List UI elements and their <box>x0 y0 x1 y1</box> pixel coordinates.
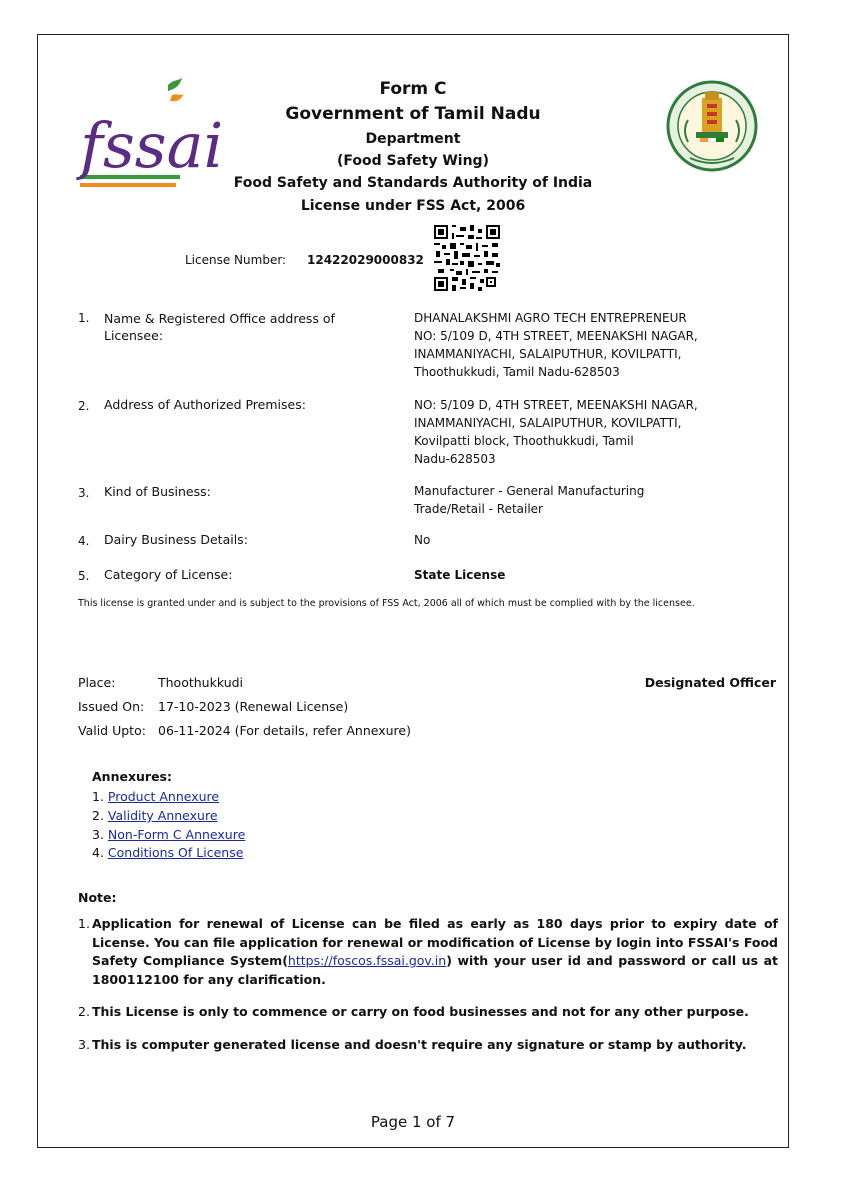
note-1 <box>78 915 778 989</box>
note-3 <box>78 1036 778 1055</box>
government-title: Government of Tamil Nadu <box>285 104 541 124</box>
qr-code-icon <box>434 225 500 291</box>
note-number: 2. <box>78 1004 90 1019</box>
valid-upto-label: Valid Upto: <box>78 723 146 738</box>
row-2-value <box>414 396 734 468</box>
form-title: Form C <box>379 79 447 99</box>
note-title: Note: <box>78 890 117 905</box>
annexure-number: 2. <box>92 808 104 823</box>
row-5-label: Category of License: <box>104 567 233 582</box>
note-2-text: This License is only to commence or carry on food businesses and not for any other purpose. <box>92 1004 749 1019</box>
annexure-number: 4. <box>92 845 104 860</box>
annexure-number: 1. <box>92 789 104 804</box>
license-number-label: License Number: <box>185 253 287 267</box>
wing-title: (Food Safety Wing) <box>337 153 489 169</box>
note-1-text-start: Application for renewal of License can be filed as early as 180 days prior to expiry date of License. You can file application for renewal or modification of License by login into FSSAI's Food Safety Compliance System( <box>92 916 778 968</box>
row-1-value-line: Thoothukkudi, Tamil Nadu-628503 <box>414 365 620 379</box>
issued-on-label: Issued On: <box>78 699 145 714</box>
conditions-of-license-link[interactable]: Conditions Of License <box>107 845 244 860</box>
department-title: Department <box>365 131 461 147</box>
act-title: License under FSS Act, 2006 <box>300 198 526 214</box>
issued-on-value: 17-10-2023 (Renewal License) <box>158 699 349 714</box>
note-number: 3. <box>78 1037 90 1052</box>
annexures-title: Annexures: <box>92 769 172 784</box>
row-5-number: 5. <box>78 569 90 583</box>
designated-officer-label: Designated Officer <box>644 675 776 690</box>
row-2-value-line: INAMMANIYACHI, SALAIPUTHUR, KOVILPATTI, <box>414 416 682 430</box>
note-1-text <box>92 915 778 989</box>
annexure-item <box>92 845 243 860</box>
row-4-label: Dairy Business Details: <box>104 532 248 547</box>
product-annexure-link[interactable]: Product Annexure <box>107 789 220 804</box>
annexure-item <box>92 827 245 842</box>
row-1-value <box>414 309 734 381</box>
row-2-value-line: Kovilpatti block, Thoothukkudi, Tamil <box>414 434 634 448</box>
row-2-label: Address of Authorized Premises: <box>104 397 306 412</box>
validity-annexure-link[interactable]: Validity Annexure <box>107 808 218 823</box>
license-number-value: 12422029000832 <box>307 253 424 267</box>
row-4-number: 4. <box>78 534 90 548</box>
annexure-number: 3. <box>92 827 104 842</box>
row-3-number: 3. <box>78 486 90 500</box>
page-number: Page 1 of 7 <box>370 1113 456 1131</box>
place-label: Place: <box>78 675 116 690</box>
row-1-value-line: DHANALAKSHMI AGRO TECH ENTREPRENEUR <box>414 311 687 325</box>
row-3-value <box>414 482 734 518</box>
license-page <box>37 34 789 1148</box>
annexure-item <box>92 808 218 823</box>
fssai-logo-text: fssai <box>80 109 224 182</box>
tamil-nadu-emblem-icon <box>666 80 758 172</box>
note-2 <box>78 1003 778 1022</box>
valid-upto-value: 06-11-2024 (For details, refer Annexure) <box>158 723 411 738</box>
grant-text: This license is granted under and is subject to the provisions of FSS Act, 2006 all of which must be complied with by the licensee. <box>78 598 695 609</box>
note-number: 1. <box>78 916 90 931</box>
authority-title: Food Safety and Standards Authority of India <box>233 175 593 191</box>
note-3-text: This is computer generated license and doesn't require any signature or stamp by authority. <box>92 1037 747 1052</box>
row-5-value: State License <box>414 568 506 582</box>
row-3-value-line: Manufacturer - General Manufacturing <box>414 484 645 498</box>
row-1-value-line: INAMMANIYACHI, SALAIPUTHUR, KOVILPATTI, <box>414 347 682 361</box>
row-2-value-line: Nadu-628503 <box>414 452 496 466</box>
non-form-c-annexure-link[interactable]: Non-Form C Annexure <box>107 827 246 842</box>
row-1-label: Name & Registered Office address of Licensee: <box>104 311 335 343</box>
row-3-label: Kind of Business: <box>104 484 211 499</box>
row-1-number: 1. <box>78 311 90 325</box>
annexure-item <box>92 789 219 804</box>
row-3-value-line: Trade/Retail - Retailer <box>414 502 543 516</box>
row-1-value-line: NO: 5/109 D, 4TH STREET, MEENAKSHI NAGAR, <box>414 329 698 343</box>
foscos-link[interactable]: https://foscos.fssai.gov.in <box>287 953 447 968</box>
place-value: Thoothukkudi <box>158 675 244 690</box>
row-4-value: No <box>414 533 431 547</box>
row-2-number: 2. <box>78 399 90 413</box>
row-2-value-line: NO: 5/109 D, 4TH STREET, MEENAKSHI NAGAR, <box>414 398 698 412</box>
note-1-text-end: ) with your user id and password or call us at 1800112100 for any clarification. <box>92 953 778 987</box>
